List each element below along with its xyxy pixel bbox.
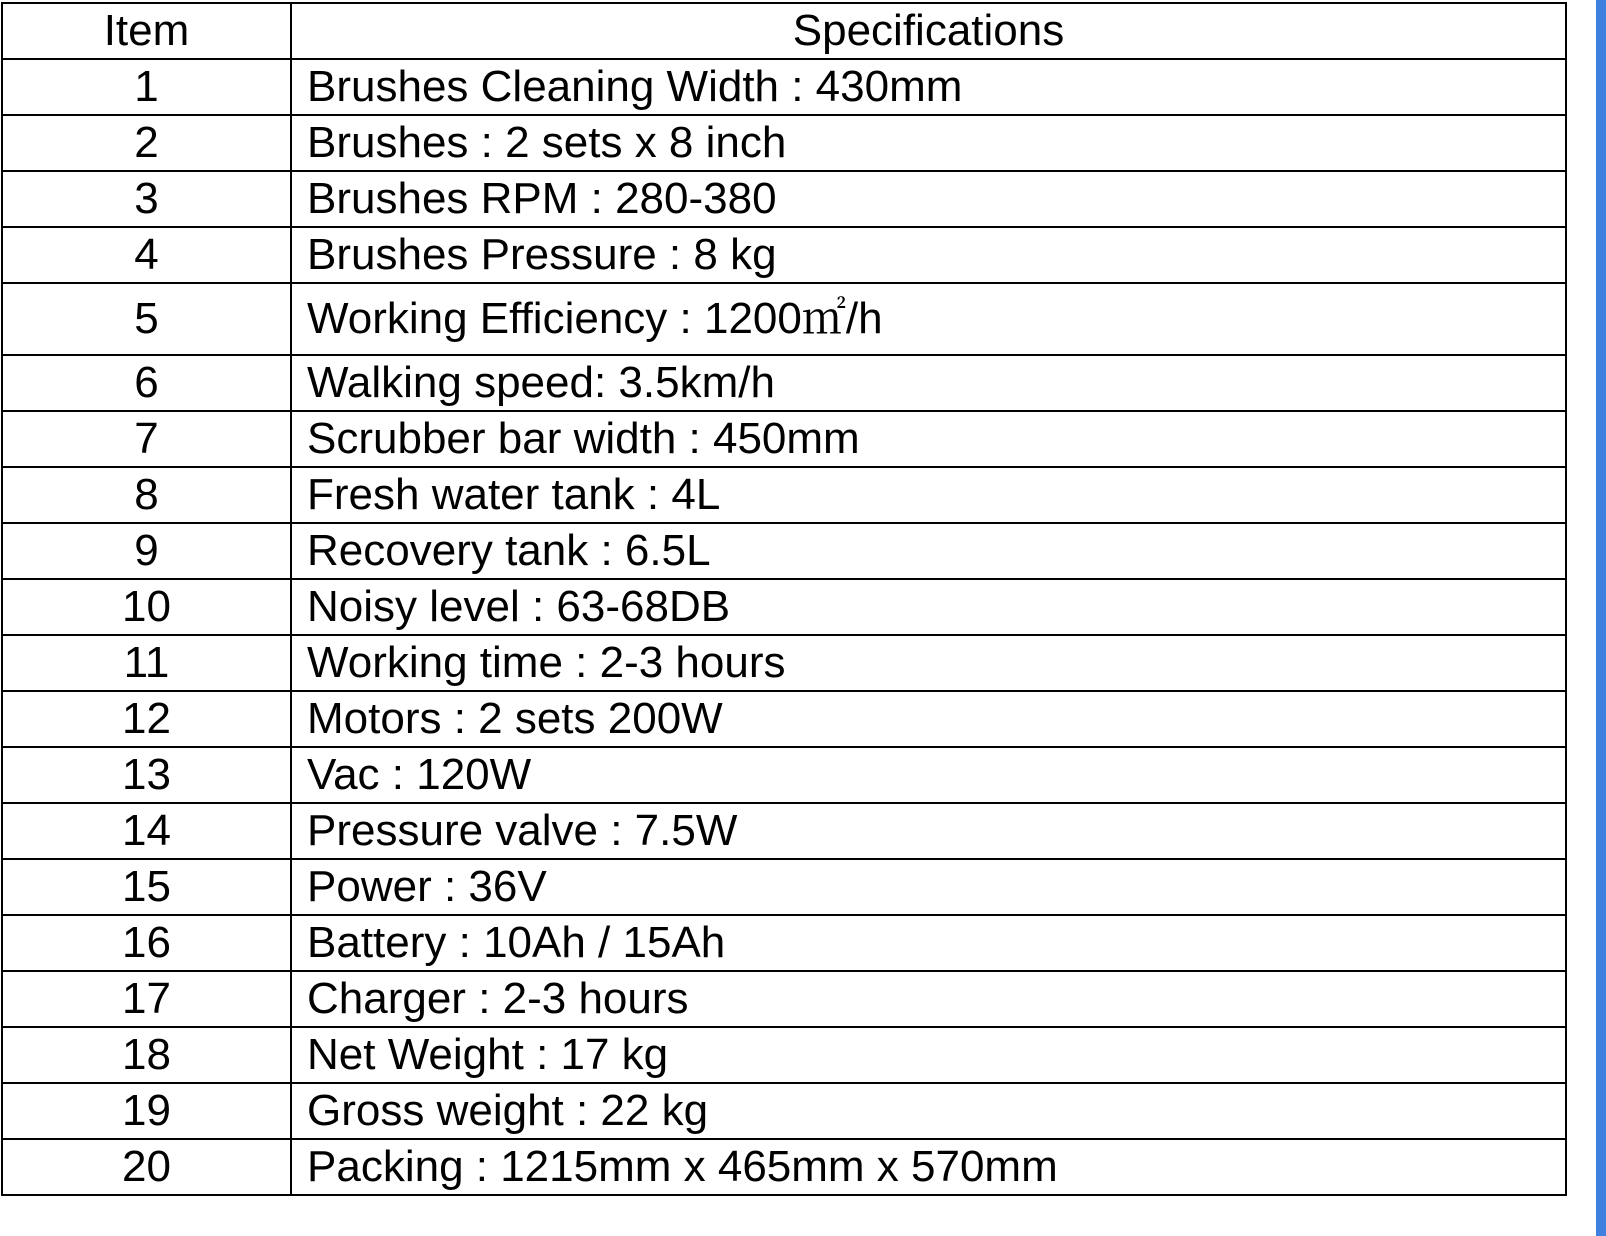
specifications-column-header: Specifications (291, 3, 1566, 59)
specification-cell: Motors : 2 sets 200W (291, 691, 1566, 747)
table-header-row (2, 3, 1566, 59)
item-number-cell: 2 (2, 115, 291, 171)
specification-cell: Packing : 1215mm x 465mm x 570mm (291, 1139, 1566, 1195)
specification-cell: Pressure valve : 7.5W (291, 803, 1566, 859)
item-number-cell: 4 (2, 227, 291, 283)
item-number-cell: 3 (2, 171, 291, 227)
item-number-cell: 1 (2, 59, 291, 115)
table-row (2, 1139, 1566, 1195)
table-row (2, 411, 1566, 467)
item-number-cell: 16 (2, 915, 291, 971)
table-row (2, 171, 1566, 227)
table-row (2, 59, 1566, 115)
table-row (2, 635, 1566, 691)
table-row (2, 579, 1566, 635)
item-number-cell: 19 (2, 1083, 291, 1139)
table-row (2, 355, 1566, 411)
item-number-cell: 7 (2, 411, 291, 467)
table-row (2, 523, 1566, 579)
specification-cell: Brushes RPM : 280-380 (291, 171, 1566, 227)
table-row (2, 283, 1566, 355)
specification-cell: Recovery tank : 6.5L (291, 523, 1566, 579)
table-row (2, 1027, 1566, 1083)
item-number-cell: 12 (2, 691, 291, 747)
specification-cell: Working time : 2-3 hours (291, 635, 1566, 691)
table-row (2, 1083, 1566, 1139)
item-number-cell: 13 (2, 747, 291, 803)
table-row (2, 971, 1566, 1027)
item-number-cell: 18 (2, 1027, 291, 1083)
item-number-cell: 17 (2, 971, 291, 1027)
specification-cell: Walking speed: 3.5km/h (291, 355, 1566, 411)
table-row (2, 859, 1566, 915)
specification-cell: Vac : 120W (291, 747, 1566, 803)
specification-cell: Working Efficiency : 1200㎡/h (291, 283, 1566, 355)
item-column-header: Item (2, 3, 291, 59)
specification-cell: Brushes Pressure : 8 kg (291, 227, 1566, 283)
item-number-cell: 11 (2, 635, 291, 691)
edge-accent-strip (1596, 0, 1606, 1236)
item-number-cell: 15 (2, 859, 291, 915)
specification-cell: Battery : 10Ah / 15Ah (291, 915, 1566, 971)
specification-cell: Net Weight : 17 kg (291, 1027, 1566, 1083)
table-row (2, 747, 1566, 803)
table-row (2, 115, 1566, 171)
item-number-cell: 5 (2, 283, 291, 355)
specification-cell: Noisy level : 63-68DB (291, 579, 1566, 635)
item-number-cell: 20 (2, 1139, 291, 1195)
specification-cell: Brushes Cleaning Width : 430mm (291, 59, 1566, 115)
table-row (2, 915, 1566, 971)
table-row (2, 227, 1566, 283)
table-row (2, 691, 1566, 747)
item-number-cell: 9 (2, 523, 291, 579)
specification-cell: Scrubber bar width : 450mm (291, 411, 1566, 467)
item-number-cell: 6 (2, 355, 291, 411)
item-number-cell: 10 (2, 579, 291, 635)
specification-cell: Gross weight : 22 kg (291, 1083, 1566, 1139)
item-number-cell: 8 (2, 467, 291, 523)
specification-cell: Fresh water tank : 4L (291, 467, 1566, 523)
item-number-cell: 14 (2, 803, 291, 859)
specification-cell: Brushes : 2 sets x 8 inch (291, 115, 1566, 171)
specification-cell: Power : 36V (291, 859, 1566, 915)
table-row (2, 467, 1566, 523)
specification-cell: Charger : 2-3 hours (291, 971, 1566, 1027)
table-row (2, 803, 1566, 859)
specifications-table (1, 2, 1567, 1196)
